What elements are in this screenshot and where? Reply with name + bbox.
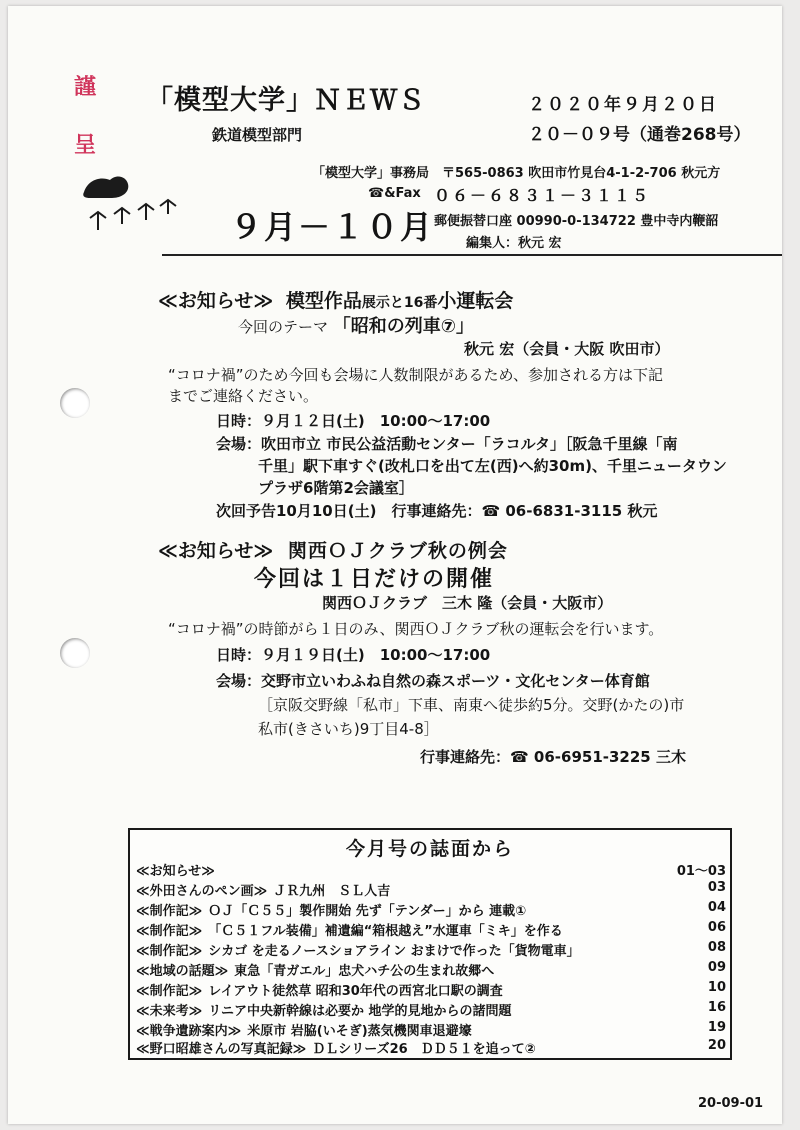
notice1-datetime: 日時：９月１２日(土) 10:00～17:00 <box>216 412 491 430</box>
notice1-heading-pre: 模型作品 <box>285 290 362 312</box>
toc-category: ≪野口昭雄さんの写真記録≫ <box>136 1042 307 1057</box>
toc-page: 20 <box>707 1038 726 1053</box>
issue-date: ２０２０年９月２０日 <box>528 95 718 115</box>
notice2-author: 関西ＯＪクラブ 三木 隆（会員・大阪市） <box>322 594 613 612</box>
toc-row <box>136 1020 726 1040</box>
notice2-para: “コロナ禍”の時節がら１日のみ、関西ＯＪクラブ秋の運転会を行います。 <box>168 620 664 638</box>
crow-sketch-icon <box>78 166 188 256</box>
toc-page: 16 <box>707 1000 726 1015</box>
toc-row <box>136 960 726 980</box>
newsletter-title: 「模型大学」ＮＥＷＳ <box>146 85 426 116</box>
notice2-title: 関西ＯＪクラブ秋の例会 <box>287 540 508 562</box>
editor-label: 編集人：秋元 宏 <box>466 236 562 251</box>
notice2-venue3: 私市(きさいち)9丁目4-8］ <box>258 720 439 738</box>
newsletter-page <box>8 6 782 1124</box>
toc-category: ≪制作記≫ <box>136 904 203 919</box>
stamp-kin: 謹 <box>74 74 97 100</box>
notice2-contact: 行事連絡先：☎ 06-6951-3225 三木 <box>420 748 686 766</box>
toc-text: ＪＲ九州 ＳＬ人吉 <box>273 884 391 899</box>
toc-row <box>136 1000 726 1020</box>
toc-category: ≪外田さんのペン画≫ <box>136 884 268 899</box>
toc-page: 09 <box>707 960 726 975</box>
notice1-venue2: 千里」駅下車すぐ(改札口を出て左(西)へ約30m)、千里ニュータウン <box>258 457 727 475</box>
notice-tag: ≪お知らせ≫ <box>158 540 274 562</box>
toc-row <box>136 1038 726 1058</box>
toc-row <box>136 920 726 940</box>
notice2-datetime: 日時：９月１９日(土) 10:00～17:00 <box>216 646 491 664</box>
toc-category: ≪お知らせ≫ <box>136 864 215 879</box>
office-address: 「模型大学」事務局 〒565-0863 吹田市竹見台4-1-2-706 秋元方 <box>312 166 721 181</box>
notice1-heading <box>158 286 513 313</box>
notice1-para2: までご連絡ください。 <box>168 387 319 405</box>
toc-page: 04 <box>707 900 726 915</box>
toc-category: ≪制作記≫ <box>136 984 203 999</box>
notice1-para1: “コロナ禍”のため今回も会場に人数制限があるため、参加される方は下記 <box>168 366 663 384</box>
toc-page: 19 <box>707 1020 726 1035</box>
toc-page: 03 <box>707 880 726 895</box>
notice1-venue3: プラザ6階第2会議室］ <box>258 479 414 497</box>
toc-category: ≪制作記≫ <box>136 924 203 939</box>
toc-row <box>136 860 726 880</box>
toc-text: リニア中央新幹線は必要か 地学的見地からの諸問題 <box>208 1004 512 1019</box>
toc-row <box>136 940 726 960</box>
department-label: 鉄道模型部門 <box>212 126 303 144</box>
issue-number: ２０－０９号（通巻268号） <box>528 125 751 145</box>
notice1-theme <box>238 312 474 338</box>
toc-text: ＤＬシリーズ26 ＤＤ５１を追って② <box>312 1042 536 1057</box>
toc-category: ≪制作記≫ <box>136 944 203 959</box>
toc-category: ≪戦争遺跡案内≫ <box>136 1024 242 1039</box>
toc-category: ≪未来考≫ <box>136 1004 203 1019</box>
header-divider <box>162 254 782 256</box>
toc-text: 米原市 岩脇(いそぎ)蒸気機関車退避壕 <box>247 1024 472 1039</box>
footer-code: 20-09-01 <box>698 1096 764 1111</box>
toc-category: ≪地域の話題≫ <box>136 964 229 979</box>
notice1-author: 秋元 宏（会員・大阪 吹田市） <box>464 340 670 358</box>
theme-label: 今回のテーマ <box>238 318 329 336</box>
notice2-subtitle: 今回は１日だけの開催 <box>254 567 495 592</box>
toc-text: 東急「青ガエル」忠犬ハチ公の生まれ故郷へ <box>234 964 495 979</box>
toc-row <box>136 900 726 920</box>
toc-page: 10 <box>707 980 726 995</box>
tel-fax-label: ☎&Fax <box>368 186 421 201</box>
toc-row <box>136 980 726 1000</box>
toc-text: レイアウト徒然草 昭和30年代の西宮北口駅の調査 <box>208 984 503 999</box>
toc-row <box>136 880 726 900</box>
toc-text: シカゴ を走るノースショアライン おまけで作った「貨物電車」 <box>208 944 580 959</box>
punch-hole-top <box>60 388 90 418</box>
stamp-tei: 呈 <box>74 132 97 158</box>
notice1-venue1: 会場：吹田市立 市民公益活動センター「ラコルタ」［阪急千里線「南 <box>216 435 678 453</box>
tel-fax-number: ０６－６８３１－３１１５ <box>434 186 651 205</box>
contents-title: 今月号の誌面から <box>345 838 514 860</box>
toc-text: 「Ｃ５１フル装備」補遺編“箱根越え”水運車「ミキ」を作る <box>208 924 563 939</box>
notice2-venue1: 会場：交野市立いわふね自然の森スポーツ・文化センター体育館 <box>216 672 650 690</box>
punch-hole-bottom <box>60 638 90 668</box>
notice2-venue2: ［京阪交野線「私市」下車、南東へ徒歩約5分。交野(かたの)市 <box>258 696 685 714</box>
notice1-heading-mid: 展示と16番 <box>361 295 438 311</box>
toc-page: 01～03 <box>676 864 726 879</box>
notice1-heading-post: 小運転会 <box>437 290 514 312</box>
theme-name: 「昭和の列車⑦」 <box>332 316 475 337</box>
notice-tag: ≪お知らせ≫ <box>158 290 274 312</box>
issue-months: ９月－１０月 <box>230 208 435 246</box>
toc-page: 08 <box>707 940 726 955</box>
toc-page: 06 <box>707 920 726 935</box>
postal-account: 郵便振替口座 00990-0-134722 豊中寺内鞭韶 <box>434 214 719 229</box>
notice2-heading <box>158 536 508 563</box>
toc-text: ＯＪ「Ｃ５５」製作開始 先ず「テンダー」から 連載① <box>208 904 527 919</box>
notice1-next: 次回予告10月10日(土) 行事連絡先：☎ 06-6831-3115 秋元 <box>216 502 658 520</box>
contents-box <box>128 828 732 1060</box>
